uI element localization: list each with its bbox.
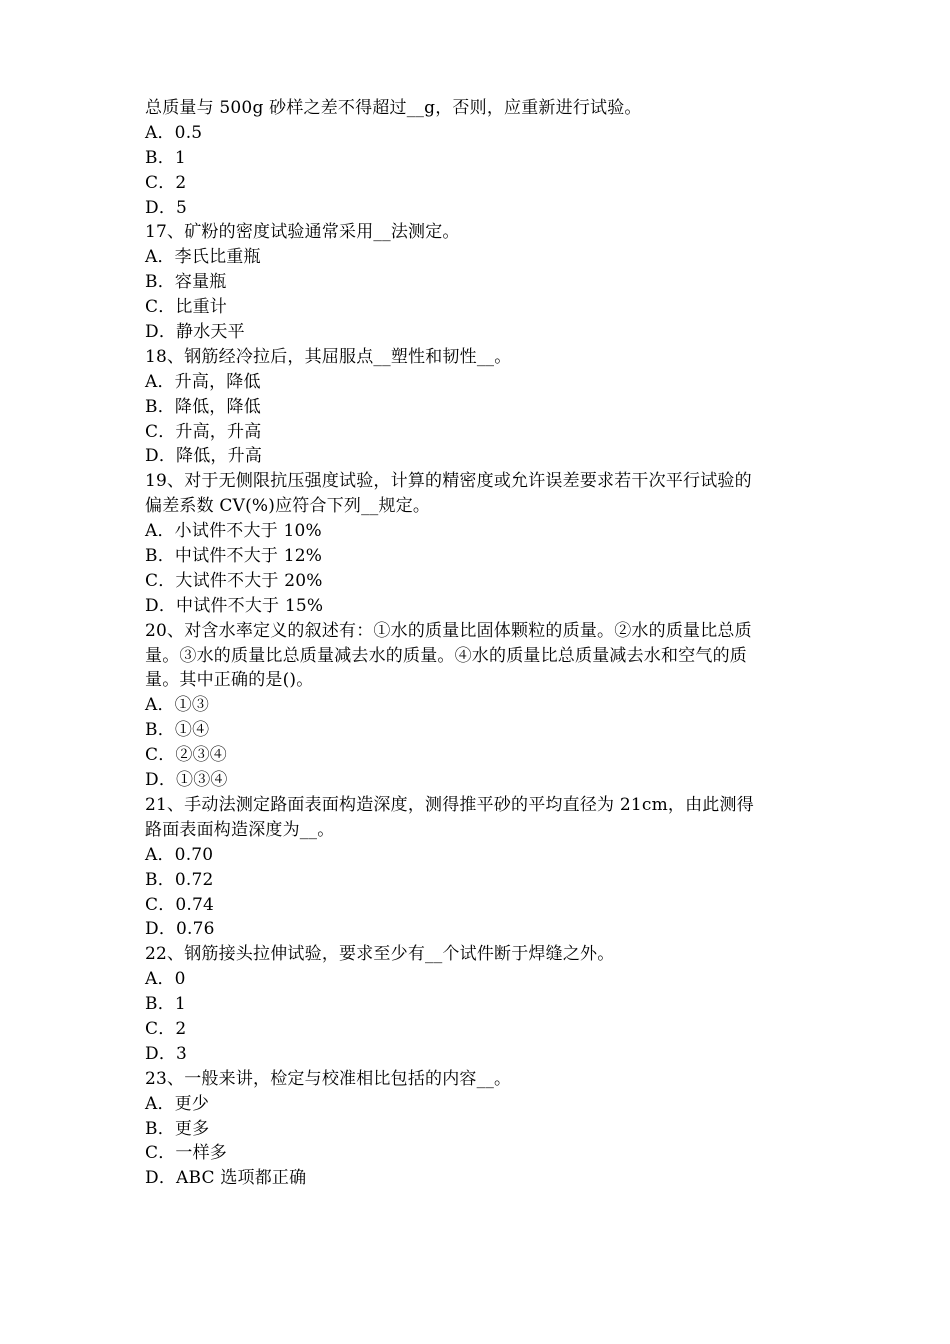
option-b: B．1 bbox=[145, 147, 186, 168]
question-21-stem-line-1: 21、手动法测定路面表面构造深度，测得推平砂的平均直径为 21cm，由此测得 bbox=[145, 794, 754, 815]
option-a: A．李氏比重瓶 bbox=[145, 247, 261, 268]
option-d: D．①③④ bbox=[145, 770, 228, 791]
question-20-stem-line-2: 量。③水的质量比总质量减去水的质量。④水的质量比总质量减去水和空气的质 bbox=[145, 645, 747, 666]
option-a: A．更少 bbox=[145, 1093, 210, 1114]
option-a: A．小试件不大于 10% bbox=[145, 521, 322, 542]
option-c: C．2 bbox=[145, 1018, 187, 1039]
option-b: B．1 bbox=[145, 994, 186, 1015]
question-17-stem: 17、矿粉的密度试验通常采用__法测定。 bbox=[145, 222, 460, 243]
option-d: D．3 bbox=[145, 1043, 188, 1064]
option-d: D．0.76 bbox=[145, 919, 215, 940]
option-b: B．①④ bbox=[145, 720, 210, 741]
option-b: B．容量瓶 bbox=[145, 272, 227, 293]
option-c: C．0.74 bbox=[145, 894, 215, 915]
question-20-stem-line-3: 量。其中正确的是()。 bbox=[145, 670, 314, 691]
question-continuation-text: 总质量与 500g 砂样之差不得超过__g，否则，应重新进行试验。 bbox=[145, 98, 642, 118]
option-d: D．中试件不大于 15% bbox=[145, 595, 324, 616]
option-d: D．静水天平 bbox=[145, 322, 245, 343]
question-19-stem-line-1: 19、对于无侧限抗压强度试验，计算的精密度或允许误差要求若干次平行试验的 bbox=[145, 471, 752, 492]
option-c: C．2 bbox=[145, 172, 187, 193]
option-d: D．ABC 选项都正确 bbox=[145, 1168, 307, 1189]
question-22-stem: 22、钢筋接头拉伸试验，要求至少有__个试件断于焊缝之外。 bbox=[145, 944, 615, 965]
option-c: C．②③④ bbox=[145, 745, 228, 766]
option-a: A．升高，降低 bbox=[145, 371, 261, 392]
option-b: B．更多 bbox=[145, 1118, 210, 1139]
document-page bbox=[145, 96, 815, 1191]
question-20-stem-line-1: 20、对含水率定义的叙述有：①水的质量比固体颗粒的质量。②水的质量比总质 bbox=[145, 620, 752, 641]
option-c: C．一样多 bbox=[145, 1143, 228, 1164]
option-d: D．5 bbox=[145, 197, 188, 218]
option-d: D．降低，升高 bbox=[145, 446, 263, 467]
question-23-stem: 23、一般来讲，检定与校准相比包括的内容__。 bbox=[145, 1068, 512, 1089]
question-19-stem-line-2: 偏差系数 CV(%)应符合下列__规定。 bbox=[145, 496, 431, 517]
option-c: C．比重计 bbox=[145, 297, 228, 318]
option-b: B．0.72 bbox=[145, 869, 214, 890]
option-c: C．升高，升高 bbox=[145, 421, 262, 442]
question-21-stem-line-2: 路面表面构造深度为__。 bbox=[145, 819, 335, 840]
option-b: B．中试件不大于 12% bbox=[145, 546, 323, 567]
option-a: A．0.70 bbox=[145, 844, 214, 865]
question-18-stem: 18、钢筋经冷拉后，其屈服点__塑性和韧性__。 bbox=[145, 346, 512, 367]
option-a: A．①③ bbox=[145, 695, 210, 716]
option-a: A．0 bbox=[145, 969, 186, 990]
option-b: B．降低，降低 bbox=[145, 396, 261, 417]
option-c: C．大试件不大于 20% bbox=[145, 570, 323, 591]
option-a: A．0.5 bbox=[145, 122, 203, 143]
